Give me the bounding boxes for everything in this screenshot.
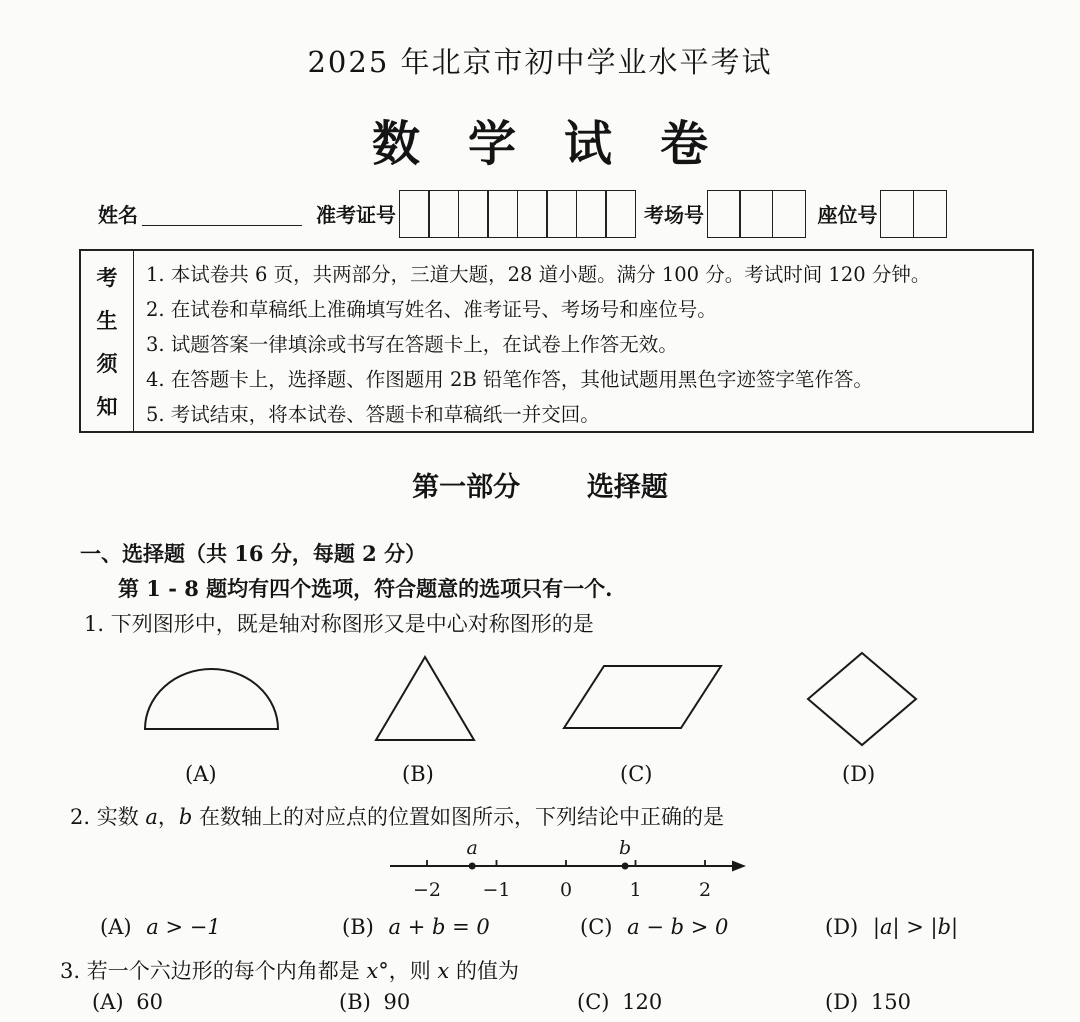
q2-option-letter: (B) xyxy=(342,915,374,939)
number-line-tick-label: −1 xyxy=(482,879,511,901)
digit-box[interactable] xyxy=(880,190,914,238)
notice-heading xyxy=(81,251,134,431)
q2-option-letter: (C) xyxy=(580,915,613,939)
q2-option-d xyxy=(825,915,958,939)
number-line-point-b xyxy=(622,863,629,870)
question-1-stem: 1. 下列图形中，既是轴对称图形又是中心对称图形的是 xyxy=(84,612,594,636)
q3-option-value: 60 xyxy=(136,990,163,1014)
room-label: 考场号 xyxy=(644,203,704,227)
notice-heading-char: 须 xyxy=(96,350,118,376)
q2-option-expr: a + b = 0 xyxy=(388,915,490,939)
q3-stem-part: °，则 xyxy=(378,959,438,983)
q3-stem-part: 3. 若一个六边形的每个内角都是 xyxy=(60,959,367,983)
q3-var-x: x xyxy=(366,959,379,983)
notice-heading-char: 生 xyxy=(96,307,118,333)
parallelogram-figure xyxy=(564,666,721,728)
q3-option-letter: (A) xyxy=(92,990,124,1014)
digit-box[interactable] xyxy=(772,190,806,238)
notice-item: 3. 试题答案一律填涂或书写在答题卡上，在试卷上作答无效。 xyxy=(146,333,678,356)
notice-heading-char: 考 xyxy=(96,264,118,290)
q2-option-a xyxy=(100,915,221,939)
number-line-point-label: a xyxy=(466,837,478,859)
notice-item: 1. 本试卷共 6 页，共两部分，三道大题，28 道小题。满分 100 分。考试时间 120 分钟。 xyxy=(146,263,931,286)
digit-box[interactable] xyxy=(739,190,773,238)
digit-box[interactable] xyxy=(458,190,489,238)
q3-option-b xyxy=(339,990,410,1014)
q2-option-letter: (A) xyxy=(100,915,132,939)
q2-var-b: b xyxy=(178,805,193,829)
number-line-tick-label: 1 xyxy=(629,879,642,901)
q3-stem-part: 的值为 xyxy=(449,959,519,983)
number-line-tick-label: 0 xyxy=(559,879,573,901)
digit-box[interactable] xyxy=(605,190,636,238)
q2-stem-text: 在数轴上的对应点的位置如图所示，下列结论中正确的是 xyxy=(192,805,725,829)
q3-option-letter: (D) xyxy=(825,990,859,1014)
number-line-arrow xyxy=(732,861,746,872)
name-label: 姓名 xyxy=(98,203,138,227)
name-field[interactable] xyxy=(142,225,302,226)
notice-item: 5. 考试结束，将本试卷、答题卡和草稿纸一并交回。 xyxy=(146,403,600,426)
q2-option-expr: a − b > 0 xyxy=(627,915,729,939)
q3-option-d xyxy=(825,990,911,1014)
digit-box[interactable] xyxy=(399,190,430,238)
q3-var-x: x xyxy=(437,959,450,983)
subject-title: 数学试卷 xyxy=(371,116,756,172)
q3-option-a xyxy=(92,990,163,1014)
part-name: 选择题 xyxy=(586,472,668,503)
triangle-figure xyxy=(376,657,474,740)
room-number-boxes[interactable] xyxy=(708,190,806,238)
q2-stem-number: 2. 实数 xyxy=(70,805,146,829)
q2-option-expr: a > −1 xyxy=(146,915,221,939)
question-2-stem xyxy=(70,801,724,831)
section-heading: 一、选择题（共 16 分，每题 2 分） xyxy=(80,541,427,566)
q2-comma: ， xyxy=(157,805,179,829)
number-line-point-a xyxy=(469,863,476,870)
q3-option-letter: (B) xyxy=(339,990,371,1014)
digit-box[interactable] xyxy=(707,190,741,238)
notice-item: 4. 在答题卡上，选择题、作图题用 2B 铅笔作答，其他试题用黑色字迹签字笔作答。 xyxy=(146,368,873,391)
seat-number-boxes[interactable] xyxy=(882,190,947,238)
number-line-tick-label: 2 xyxy=(698,879,712,901)
q3-option-value: 150 xyxy=(870,990,912,1014)
digit-box[interactable] xyxy=(487,190,518,238)
ticket-number-boxes[interactable] xyxy=(400,190,636,238)
seat-label: 座位号 xyxy=(817,203,878,227)
square-figure xyxy=(808,653,916,745)
q1-option-b: (B) xyxy=(402,762,434,786)
digit-box[interactable] xyxy=(913,190,947,238)
part-number: 第一部分 xyxy=(412,472,521,503)
q2-var-a: a xyxy=(145,805,158,829)
q3-option-value: 120 xyxy=(622,990,663,1014)
q3-option-c xyxy=(577,990,662,1014)
number-line xyxy=(380,832,760,904)
notice-item: 2. 在试卷和草稿纸上准确填写姓名、准考证号、考场号和座位号。 xyxy=(146,298,717,321)
ticket-label: 准考证号 xyxy=(316,203,396,227)
q2-option-b xyxy=(342,915,490,939)
candidate-notice-box xyxy=(79,249,1034,433)
question-3-stem xyxy=(60,955,519,985)
digit-box[interactable] xyxy=(517,190,548,238)
part-title xyxy=(0,465,1080,504)
q1-option-c: (C) xyxy=(620,762,653,786)
notice-items xyxy=(134,251,1032,431)
section-instruction: 第 1 - 8 题均有四个选项，符合题意的选项只有一个. xyxy=(118,576,613,601)
digit-box[interactable] xyxy=(546,190,577,238)
number-line-point-label: b xyxy=(618,837,632,859)
digit-box[interactable] xyxy=(428,190,459,238)
digit-box[interactable] xyxy=(576,190,607,238)
semicircle-figure xyxy=(145,669,278,729)
number-line-tick-label: −2 xyxy=(412,879,442,901)
q2-option-letter: (D) xyxy=(825,915,859,939)
notice-heading-char: 知 xyxy=(96,393,118,419)
q2-option-expr: |a| > |b| xyxy=(872,915,959,939)
q1-option-d: (D) xyxy=(842,762,876,786)
exam-title: 2025 年北京市初中学业水平考试 xyxy=(307,45,773,79)
q3-option-letter: (C) xyxy=(577,990,610,1014)
q1-option-a: (A) xyxy=(185,762,217,786)
question-1-figures xyxy=(0,640,1080,760)
candidate-info-row xyxy=(98,188,951,238)
q3-option-value: 90 xyxy=(383,990,411,1014)
q2-option-c xyxy=(580,915,728,939)
